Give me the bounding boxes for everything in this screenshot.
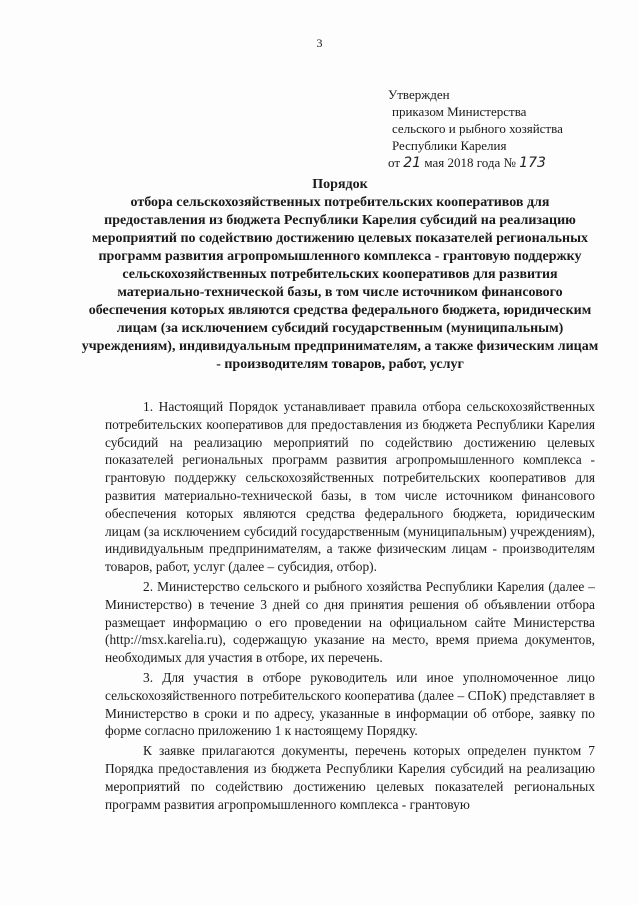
approval-line-3: сельского и рыбного хозяйства (392, 121, 563, 136)
approval-line-2: приказом Министерства (392, 104, 527, 119)
paragraph: 1. Настоящий Порядок устанавливает правила отбора сельскохозяйственных потребительских кооперативов для предоставления из бюджета Республики Карелия субсидий на реализацию мероприятий по содействию достижению целевых показателей региональных программ развития агропромышленного комплекса - грантовую поддержку сельскохозяйственных потребительских кооперативов для развития материально-технической базы, в том числе источником финансового обеспечения которых являются средства федерального бюджета, юридическим лицам (за исключением субсидий государственным (муниципальным) учреждениям), индивидуальным предпринимателям, а также физическим лицам - производителям товаров, работ, услуг (далее – субсидия, отбор). (105, 399, 595, 575)
title-text: отбора сельскохозяйственных потребительских кооперативов для предоставления из бюджета Республики Карелия субсидий на реализацию мероприятий по содействию достижению целевых показателей региональных программ развития агропромышленного комплекса - грантовую поддержку сельскохозяйственных потребительских кооперативов для развития материально-технической базы, в том числе источником финансового обеспечения которых являются средства федерального бюджета, юридическим лицам (за исключением субсидий государственным (муниципальным) учреждениям), индивидуальным предпринимателям, а также физическим лицам - производителям товаров, работ, услуг (81, 195, 599, 372)
handwritten-day: 21 (403, 155, 422, 171)
paragraph: 3. Для участия в отборе руководитель или иное уполномоченное лицо сельскохозяйственного потребительского кооператива (далее – СПоК) представляет в Министерство в сроки и по адресу, указанные в информации об отборе, заявку по форме согласно приложению 1 к настоящему Порядку. (105, 669, 595, 739)
document-title (80, 176, 600, 374)
handwritten-order-number: 173 (519, 155, 546, 171)
approval-line-1: Утвержден (388, 87, 450, 102)
page-number: 3 (316, 36, 323, 50)
paragraph: 2. Министерство сельского и рыбного хозяйства Республики Карелия (далее – Министерство) в течение 3 дней со дня принятия решения об объявлении отбора размещает информацию о его проведении на официальном сайте Министерства (http://msx.karelia.ru), содержащую указание на место, время приема документов, необходимых для участия в отборе, их перечень. (105, 578, 595, 666)
approval-block (388, 86, 563, 172)
approval-line-4: Республики Карелия (392, 138, 507, 153)
approval-date-line (388, 154, 563, 172)
title-heading: Порядок (312, 177, 368, 192)
date-rest: мая 2018 года № (424, 155, 516, 170)
date-prefix: от (388, 155, 401, 170)
document-body (105, 398, 595, 813)
paragraph: К заявке прилагаются документы, перечень которых определен пунктом 7 Порядка предоставления из бюджета Республики Карелия субсидий на реализацию мероприятий по содействию достижению целевых показателей региональных программ развития агропромышленного комплекса - грантовую (105, 743, 595, 812)
